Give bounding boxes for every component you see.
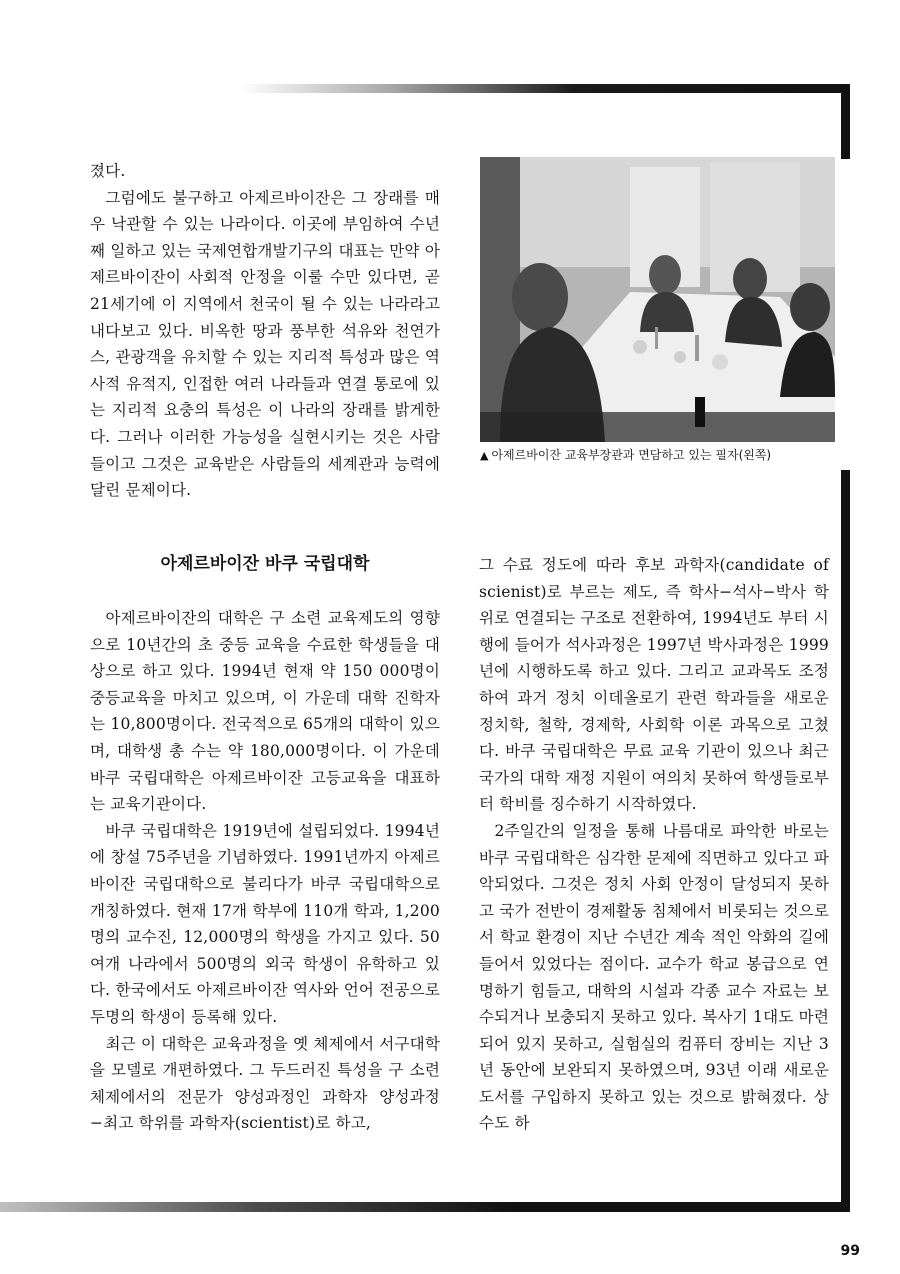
right-margin-bar — [841, 470, 850, 1210]
paragraph: 그 수료 정도에 따라 후보 과학자(candidate of scienist)로 부르는 제도, 즉 학사−석사−박사 학위로 연결되는 구조로 전환하여, 1994년도 부터 시행에 들어가 석사과정은 1997년 박사과정은 1999년에 시행하도록 하고 있다. 그리고 교과목도 조정하여 과거 정치 이데올로기 관련 학과들을 새로운 정치학, 철학, 경제학, 사회학 이론 과목으로 고쳤다. 바쿠 국립대학은 무료 교육 기관이 있으나 최근 국가의 대학 재정 지원이 여의치 못하여 학생들로부터 학비를 징수하기 시작하였다. — [479, 556, 829, 814]
top-decorative-rule — [240, 84, 850, 93]
right-margin-bar-top — [841, 84, 850, 159]
triangle-marker-icon: ▲ — [480, 449, 489, 462]
caption-text: 아제르바이잔 교육부장관과 면담하고 있는 필자(왼쪽) — [491, 448, 772, 462]
paragraph: 최근 이 대학은 교육과정을 옛 체제에서 서구대학을 모델로 개편하였다. 그 두드러진 특성을 구 소련체제에서의 전문가 양성과정인 과학자 양성과정−최고 학위를 과학자(scientist)로 하고, — [90, 1034, 440, 1133]
paragraph: 그럼에도 불구하고 아제르바이잔은 그 장래를 매우 낙관할 수 있는 나라이다. 이곳에 부임하여 수년째 일하고 있는 국제연합개발기구의 대표는 만약 아제르바이잔이 사회적 안정을 이룰 수만 있다면, 곧 21세기에 이 지역에서 천국이 될 수 있는 나라라고 내다보고 있다. 비옥한 땅과 풍부한 석유와 천연가스, 관광객을 유치할 수 있는 지리적 특성과 많은 역사적 유적지, 인접한 여러 나라들과 연결 통로에 있는 지리적 요충의 특성은 이 나라의 장래를 밝게한다. 그러나 이러한 가능성을 실현시키는 것은 사람들이고 그것은 교육받은 사람들의 세계관과 능력에 달린 문제이다. — [90, 188, 440, 500]
paragraph: 졌다. — [90, 162, 126, 180]
meeting-photo-illustration — [480, 157, 835, 442]
paragraph: 아제르바이잔의 대학은 구 소련 교육제도의 영향으로 10년간의 초 중등 교육을 수료한 학생들을 대상으로 하고 있다. 1994년 현재 약 150 000명이 중등교육을 마치고 있으며, 이 가운데 대학 진학자는 10,800명이다. 전국적으로 65개의 대학이 있으며, 대학생 총 수는 약 180,000명이다. 이 가운데 바쿠 국립대학은 아제르바이잔 고등교육을 대표하는 교육기관이다. — [90, 609, 440, 814]
top-left-column — [90, 158, 440, 504]
paragraph: 2주일간의 일정을 통해 나름대로 파악한 바로는 바쿠 국립대학은 심각한 문제에 직면하고 있다고 파악되었다. 그것은 정치 사회 안정이 달성되지 못하고 국가 전반이 경제활동 침체에서 비롯되는 것으로서 학교 환경이 지난 수년간 계속 적인 악화의 길에 들어서 있었다는 점이다. 교수가 학교 봉급으로 연명하기 힘들고, 대학의 시설과 각종 교수 자료는 보수되거나 보충되지 못하고 있다. 복사기 1대도 마련되어 있지 못하고, 실험실의 컴퓨터 장비는 지난 3년 동안에 보완되지 못하였으며, 93년 이래 새로운 도서를 구입하지 못하고 있는 것으로 밝혀졌다. 상수도 하 — [479, 821, 829, 1133]
bottom-right-column — [479, 552, 829, 1137]
photo-caption — [480, 446, 840, 465]
bottom-decorative-rule — [0, 1202, 850, 1212]
meeting-photo — [480, 157, 835, 442]
page-number: 99 — [840, 1243, 860, 1259]
paragraph: 바쿠 국립대학은 1919년에 설립되었다. 1994년에 창설 75주년을 기념하였다. 1991년까지 아제르바이잔 국립대학으로 불리다가 바쿠 국립대학으로 개칭하였다. 현재 17개 학부에 110개 학과, 1,200명의 교수진, 12,000명의 학생을 가지고 있다. 50여개 나라에서 500명의 외국 학생이 유학하고 있다. 한국에서도 아제르바이잔 역사와 언어 전공으로 두명의 학생이 등록해 있다. — [90, 821, 440, 1026]
bottom-left-column — [90, 605, 440, 1137]
section-heading: 아제르바이잔 바쿠 국립대학 — [160, 554, 370, 574]
